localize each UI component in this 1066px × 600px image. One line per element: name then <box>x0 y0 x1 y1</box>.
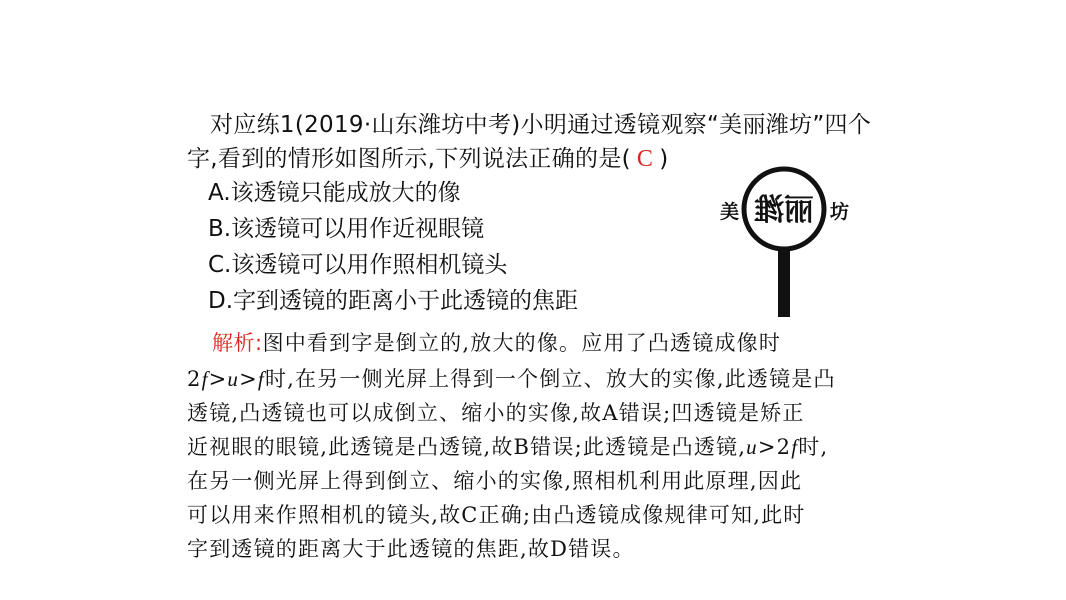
analysis-line-4 <box>187 430 828 464</box>
answer-letter: C <box>636 146 654 172</box>
option-a: A.该透镜只能成放大的像 <box>208 180 461 206</box>
magnifier-figure <box>700 165 870 325</box>
analysis-line-5: 在另一侧光屏上得到倒立、缩小的实像,照相机利用此原理,因此 <box>187 469 803 493</box>
analysis-line-7: 字到透镜的距离大于此透镜的焦距,故D错误。 <box>187 537 635 561</box>
figure-left-char: 美 <box>720 201 740 223</box>
analysis-4-text: 近视眼的眼镜,此透镜是凸透镜,故B错误;此透镜是凸透镜, <box>187 435 747 459</box>
option-c: C.该透镜可以用作照相机镜头 <box>208 252 508 278</box>
analysis-4-end: 时, <box>798 435 829 459</box>
analysis-2-num: 2 <box>187 367 202 391</box>
magnifying-glass-icon <box>738 165 830 320</box>
question-line-2-text: 字,看到的情形如图所示,下列说法正确的是( <box>187 146 631 172</box>
question-line-1: 对应练1(2019·山东潍坊中考)小明通过透镜观察“美丽潍坊”四个 <box>210 112 872 138</box>
analysis-line-1-text: 图中看到字是倒立的,放大的像。应用了凸透镜成像时 <box>262 331 782 355</box>
question-line-2 <box>187 142 669 176</box>
analysis-line-2 <box>187 362 836 396</box>
option-b: B.该透镜可以用作近视眼镜 <box>208 216 485 242</box>
lens-handle <box>778 249 790 317</box>
magnified-text: 丽潍 <box>754 193 814 228</box>
analysis-4-u: u <box>746 435 758 459</box>
option-d: D.字到透镜的距离小于此透镜的焦距 <box>208 288 579 314</box>
analysis-4-gt: >2 <box>757 435 792 459</box>
analysis-label: 解析: <box>212 331 263 355</box>
analysis-2-gt1: > <box>208 367 228 391</box>
analysis-2-u: u <box>227 367 240 391</box>
analysis-line-3: 透镜,凸透镜也可以成倒立、缩小的实像,故A错误;凹透镜是矫正 <box>187 401 805 425</box>
analysis-2-f1: f <box>201 367 209 391</box>
figure-right-char: 坊 <box>830 201 850 223</box>
analysis-2-text: 时,在另一侧光屏上得到一个倒立、放大的实像,此透镜是凸 <box>264 367 836 391</box>
question-close-paren: ) <box>659 146 669 172</box>
analysis-line-1 <box>212 326 781 360</box>
analysis-2-f2: f <box>257 367 265 391</box>
analysis-line-6: 可以用来作照相机的镜头,故C正确;由凸透镜成像规律可知,此时 <box>187 503 806 527</box>
analysis-2-gt2: > <box>239 367 258 391</box>
magnified-text-mirror <box>754 193 814 228</box>
analysis-4-f: f <box>791 435 799 459</box>
